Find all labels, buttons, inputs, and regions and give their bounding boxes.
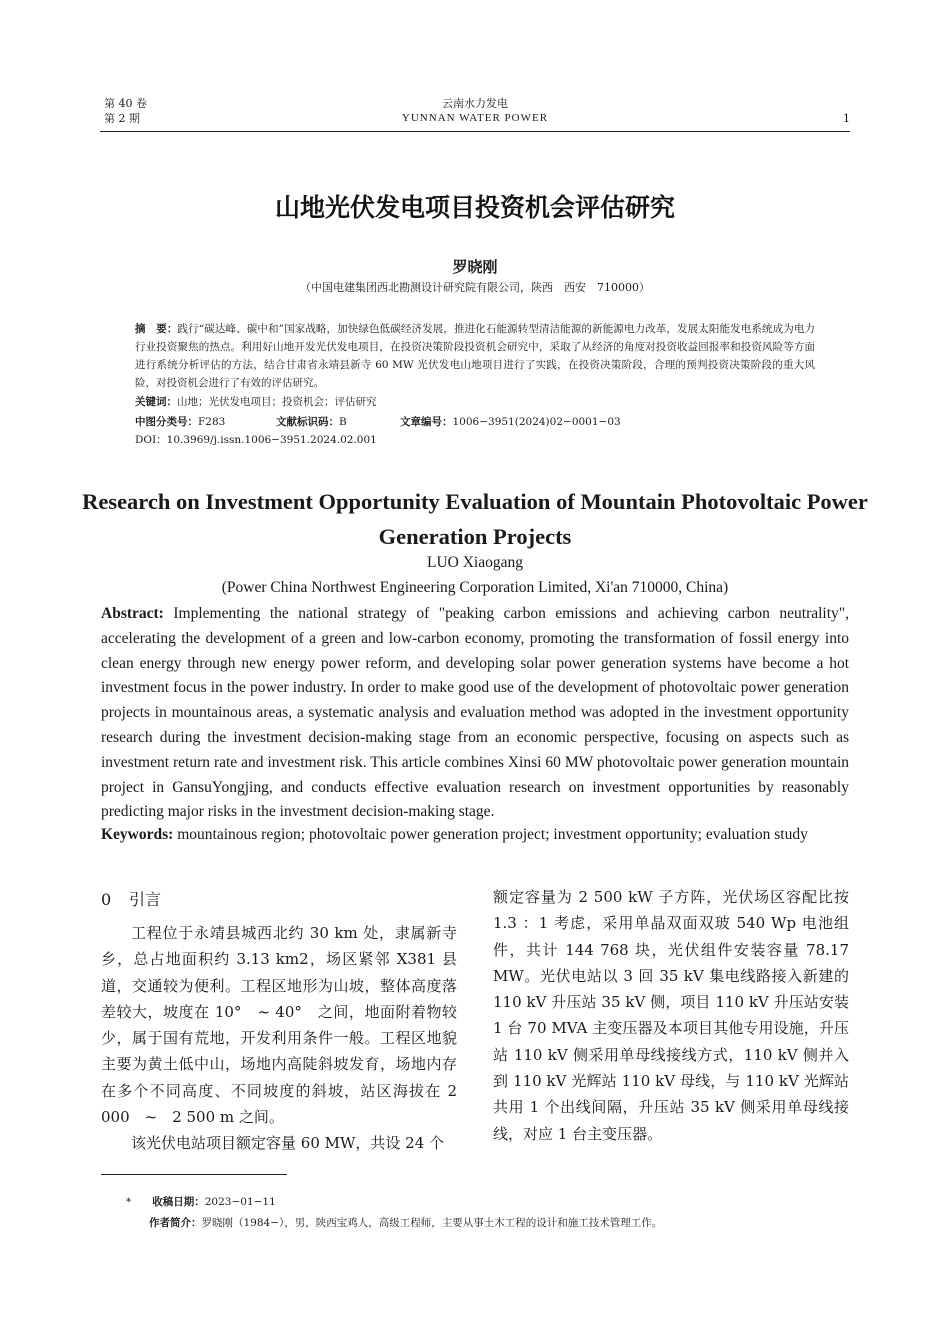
footnote-star: *: [126, 1196, 132, 1208]
issue-label: 第 2 期: [104, 112, 140, 125]
cn-abstract-text: 践行“碳达峰、碳中和”国家战略，加快绿色低碳经济发展，推进化石能源转型清洁能源的新能源电力改革，发展太阳能发电系统成为电力行业投资聚焦的热点。利用好山地开发光伏发电项目，在投资决策阶段投资机会研究中，采取了从经济的角度对投资收益回报率和投资风险等方面进行系统分析评估的方法，结合甘肃省永靖县新寺 60 MW 光伏发电山地项目进行了实践，在投资决策阶段，合理的预判投资决策阶段的重大风险，对投资机会进行了有效的评估研究。: [135, 323, 816, 389]
footnote-rule: [101, 1174, 287, 1175]
footnote-received: [126, 1194, 276, 1209]
en-author: LUO Xiaogang: [427, 554, 523, 571]
received-date: 2023−01−11: [204, 1196, 276, 1208]
body-paragraph: 工程位于永靖县城西北约 30 km 处，隶属新寺乡，总占地面积约 3.13 km2，场区紧邻 X381 县道，交通较为便利。工程区地形为山坡，整体高度落差较大，坡度在 10° ~ 40° 之间，地面附着物较少，属于国有荒地，开发利用条件一般。工程区地貌主要为黄土低中山，场地内高陡斜坡发育，场地内存在多个不同高度、不同坡度的斜坡，站区海拔在 2 000 ~ 2 500 m 之间。: [101, 924, 457, 1127]
section-number: 0: [101, 890, 112, 909]
en-abstract: [101, 602, 849, 825]
bio-text: 罗晓刚（1984−），男，陕西宝鸡人，高级工程师，主要从事土木工程的设计和施工技术管理工作。: [201, 1217, 663, 1229]
cn-article-number: [400, 414, 621, 429]
cn-affiliation: （中国电建集团西北勘测设计研究院有限公司，陕西 西安 710000）: [300, 281, 650, 294]
section-title: 引言: [129, 890, 162, 909]
en-abstract-text: Implementing the national strategy of "peaking carbon emissions and achieving carbon neutrality", accelerating the development of a green and low-carbon economy, promoting the transformation of fossil energy into clean energy through new energy power reform, and developing solar power generation systems have become a hot investment focus in the power industry. In order to make good use of the development of photovoltaic power generation projects in mountainous areas, a systematic analysis and evaluation method was adopted in the investment opportunity research during the investment decision-making stage from an economic perspective, focusing on aspects such as investment return rate and investment risk. This article combines Xinsi 60 MW photovoltaic power generation mountain project in GansuYongjing, and conducts effective evaluation research on investment opportunities by reasonably predicting major risks in the investment decision-making stage.: [101, 605, 849, 821]
en-keywords-label: Keywords:: [101, 826, 174, 843]
body-column-right: [493, 884, 849, 1147]
journal-name-en: YUNNAN WATER POWER: [401, 112, 549, 124]
doi: DOI：10.3969/j.issn.1006−3951.2024.02.001: [135, 434, 377, 446]
section-heading: [101, 887, 161, 910]
cn-abstract-label: 摘 要：: [135, 323, 178, 335]
cn-keywords: [135, 394, 377, 409]
journal-name-cn: 云南水力发电: [442, 97, 508, 110]
cn-document-code: [276, 414, 347, 429]
cn-author: 罗晓刚: [452, 258, 498, 276]
body-column-left: [101, 920, 457, 1157]
page-number: 1: [843, 112, 850, 125]
en-affiliation: (Power China Northwest Engineering Corporation Limited, Xi'an 710000, China): [221, 579, 729, 596]
header-rule: [100, 131, 850, 132]
cn-classification: [135, 414, 225, 429]
running-header-center: [0, 96, 950, 126]
cn-title: 山地光伏发电项目投资机会评估研究: [274, 193, 675, 222]
body-paragraph: 额定容量为 2 500 kW 子方阵，光伏场区容配比按 1.3 ：1 考虑，采用单晶双面双玻 540 Wp 电池组件，共计 144 768 块，光伏组件安装容量 78.17 MW。光伏电站以 3 回 35 kV 集电线路接入新建的 110 kV 升压站 35 kV 侧，项目 110 kV 升压站安装 1 台 70 MVA 主变压器及本项目其他专用设施，升压站 110 kV 侧采用单母线接线方式，110 kV 侧并入到 110 kV 光辉站 110 kV 母线，与 110 kV 光辉站共用 1 个出线间隔，升压站 35 kV 侧采用单母线接线，对应 1 台主变压器。: [493, 888, 849, 1143]
footnote-author-bio: [149, 1215, 662, 1230]
cn-doc-value: B: [339, 416, 347, 428]
volume-label: 第 40 卷: [104, 97, 147, 110]
cn-article-value: 1006−3951(2024)02−0001−03: [452, 416, 621, 428]
en-keywords-text: mountainous region; photovoltaic power generation project; investment opportunity; evaluation study: [173, 826, 808, 843]
cn-abstract: [135, 320, 815, 392]
received-label: 收稿日期：: [152, 1196, 205, 1208]
cn-article-label: 文章编号：: [400, 416, 453, 428]
cn-doc-label: 文献标识码：: [276, 416, 339, 428]
cn-keywords-text: 山地；光伏发电项目；投资机会；评估研究: [177, 396, 377, 408]
en-keywords: [101, 826, 861, 844]
cn-class-label: 中图分类号：: [135, 416, 198, 428]
bio-label: 作者简介：: [149, 1217, 202, 1229]
cn-keywords-label: 关键词：: [135, 396, 177, 408]
en-title: Research on Investment Opportunity Evaluation of Mountain Photovoltaic Power Generation Projects: [82, 489, 868, 549]
cn-class-value: F283: [198, 416, 226, 428]
body-paragraph: 该光伏电站项目额定容量 60 MW，共设 24 个: [131, 1134, 445, 1153]
en-abstract-label: Abstract:: [101, 605, 164, 622]
